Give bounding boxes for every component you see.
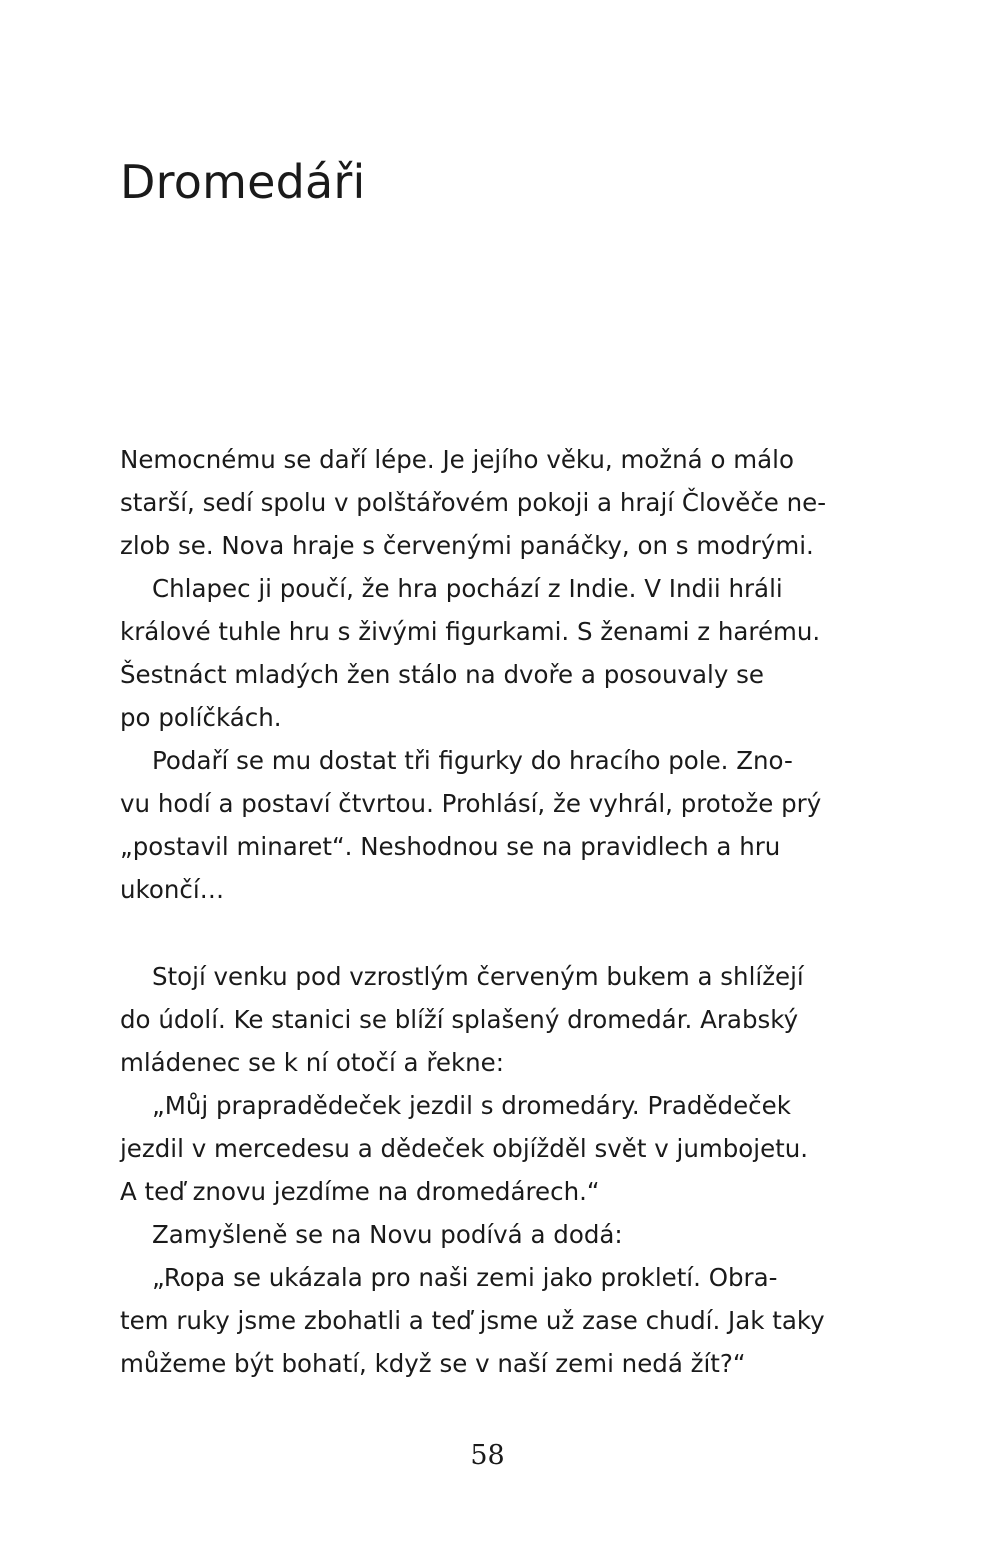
text-line: mládenec se k ní otočí a řekne: — [120, 1048, 504, 1077]
text-line: tem ruky jsme zbohatli a teď jsme už zase chudí. Jak taky — [120, 1306, 825, 1335]
text-line: Podaří se mu dostat tři figurky do hracího pole. Zno- — [152, 746, 793, 775]
text-line: starší, sedí spolu v polštářovém pokoji a hrají Člověče ne- — [120, 488, 827, 517]
text-line: králové tuhle hru s živými figurkami. S ženami z harému. — [120, 617, 821, 646]
text-line: Nemocnému se daří lépe. Je jejího věku, možná o málo — [120, 445, 794, 474]
text-line: můžeme být bohatí, když se v naší zemi nedá žít?“ — [120, 1349, 746, 1378]
text-line: Stojí venku pod vzrostlým červeným bukem a shlížejí — [152, 962, 804, 991]
text-line: Zamyšleně se na Novu podívá a dodá: — [152, 1220, 623, 1249]
text-section-1 — [120, 438, 860, 911]
text-line: vu hodí a postaví čtvrtou. Prohlásí, že vyhrál, protože prý — [120, 789, 822, 818]
text-line: „postavil minaret“. Neshodnou se na pravidlech a hru — [120, 832, 781, 861]
text-line: jezdil v mercedesu a dědeček objížděl svět v jumbojetu. — [120, 1134, 809, 1163]
text-line: A teď znovu jezdíme na dromedárech.“ — [120, 1177, 600, 1206]
text-line: po políčkách. — [120, 703, 282, 732]
text-line: „Můj prapradědeček jezdil s dromedáry. Pradědeček — [152, 1091, 791, 1120]
text-line: ukončí… — [120, 875, 225, 904]
text-line: do údolí. Ke stanici se blíží splašený dromedár. Arabský — [120, 1005, 799, 1034]
text-line: Chlapec ji poučí, že hra pochází z Indie. V Indii hráli — [152, 574, 783, 603]
text-line: „Ropa se ukázala pro naši zemi jako prokletí. Obra- — [152, 1263, 778, 1292]
text-line: zlob se. Nova hraje s červenými panáčky, on s modrými. — [120, 531, 814, 560]
page-number: 58 — [470, 1440, 505, 1471]
text-line: Šestnáct mladých žen stálo na dvoře a posouvaly se — [120, 660, 764, 689]
chapter-title: Dromedáři — [120, 155, 366, 209]
text-section-2 — [120, 955, 860, 1385]
